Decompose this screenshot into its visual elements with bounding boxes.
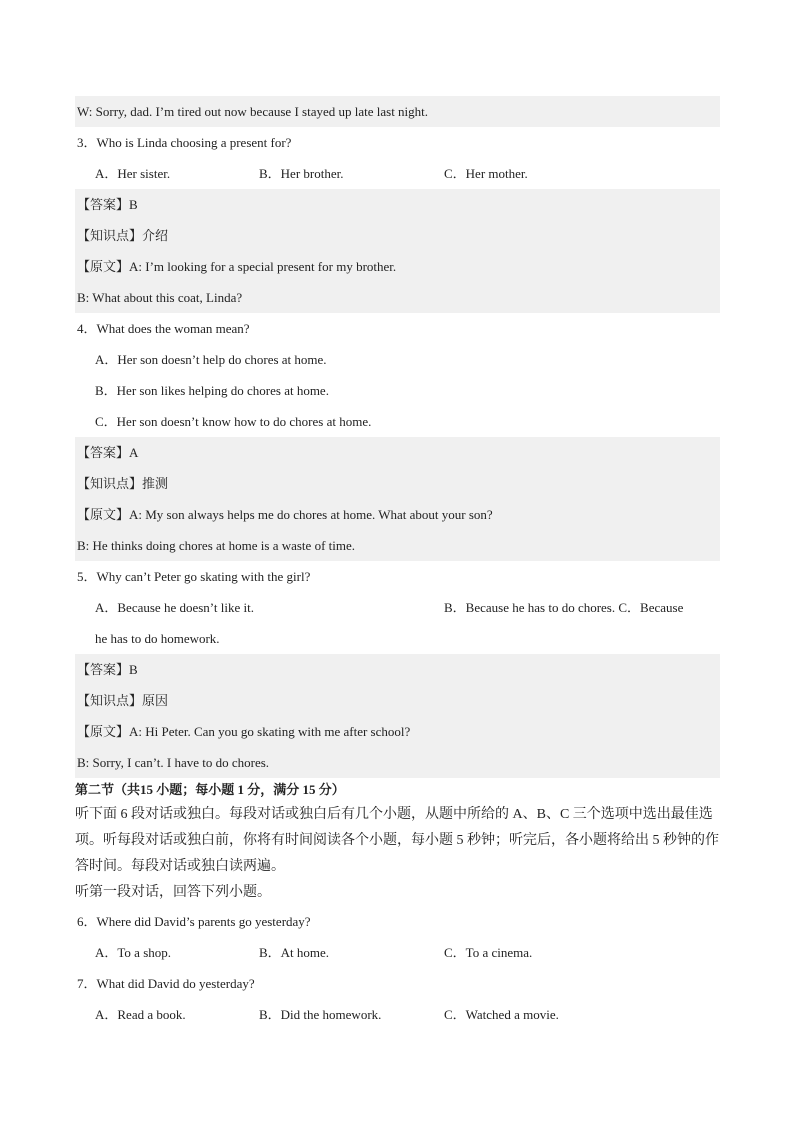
question-6: 6．Where did David’s parents go yesterday? bbox=[77, 914, 311, 929]
question-3: 3．Who is Linda choosing a present for? bbox=[77, 135, 292, 150]
question-6-options bbox=[75, 937, 720, 968]
question-7-options bbox=[75, 999, 720, 1030]
option-b: B．Her son likes helping do chores at home. bbox=[95, 383, 329, 398]
knowledge-point: 【知识点】原因 bbox=[75, 685, 720, 716]
option-a: A．To a shop. bbox=[95, 945, 172, 960]
option-a: A．Because he doesn’t like it. bbox=[95, 600, 254, 615]
option-b: B．Her brother. bbox=[259, 166, 344, 181]
exam-page bbox=[75, 96, 720, 1030]
option-c-continued: he has to do homework. bbox=[95, 631, 220, 646]
instructions-paragraph: 听下面 6 段对话或独白。每段对话或独白后有几个小题，从题中所给的 A、B、C 三个选项中选出最佳选项。听每段对话或独白前，你将有时间阅读各个小题，每小题 5 秒钟；听完后，各小题将给出 5 秒钟的作答时间。每段对话或独白读两遍。 bbox=[75, 807, 719, 874]
question-5: 5．Why can’t Peter go skating with the girl? bbox=[77, 569, 311, 584]
section-heading: 第二节（共15 小题；每小题 1 分，满分 15 分） bbox=[75, 782, 345, 797]
original-text-b: B: What about this coat, Linda? bbox=[75, 282, 720, 313]
answer: 【答案】A bbox=[75, 437, 720, 468]
original-text: 【原文】A: My son always helps me do chores at home. What about your son? bbox=[75, 499, 720, 530]
option-b-c: B．Because he has to do chores. C．Because bbox=[444, 600, 684, 615]
option-b: B．At home. bbox=[259, 945, 330, 960]
question-5-options bbox=[75, 592, 720, 623]
original-text: 【原文】A: I’m looking for a special present for my brother. bbox=[75, 251, 720, 282]
question-7: 7．What did David do yesterday? bbox=[77, 976, 255, 991]
option-c: C．Watched a movie. bbox=[444, 1007, 559, 1022]
option-a: A．Read a book. bbox=[95, 1007, 186, 1022]
question-4: 4．What does the woman mean? bbox=[77, 321, 250, 336]
knowledge-point: 【知识点】介绍 bbox=[75, 220, 720, 251]
instructions-subheading: 听第一段对话，回答下列小题。 bbox=[75, 885, 271, 900]
knowledge-point: 【知识点】推测 bbox=[75, 468, 720, 499]
original-text-b: B: Sorry, I can’t. I have to do chores. bbox=[75, 747, 720, 778]
option-c: C．Her son doesn’t know how to do chores at home. bbox=[95, 414, 372, 429]
option-b: B．Did the homework. bbox=[259, 1007, 382, 1022]
option-a: A．Her sister. bbox=[95, 166, 171, 181]
option-c: C．To a cinema. bbox=[444, 945, 533, 960]
question-3-options bbox=[75, 158, 720, 189]
answer: 【答案】B bbox=[75, 654, 720, 685]
option-a: A．Her son doesn’t help do chores at home. bbox=[95, 352, 327, 367]
section-instructions bbox=[75, 802, 720, 906]
answer: 【答案】B bbox=[75, 189, 720, 220]
original-text-b: B: He thinks doing chores at home is a waste of time. bbox=[75, 530, 720, 561]
original-text: 【原文】A: Hi Peter. Can you go skating with me after school? bbox=[75, 716, 720, 747]
option-c: C．Her mother. bbox=[444, 166, 528, 181]
transcript-w-line: W: Sorry, dad. I’m tired out now because I stayed up late last night. bbox=[75, 96, 720, 127]
